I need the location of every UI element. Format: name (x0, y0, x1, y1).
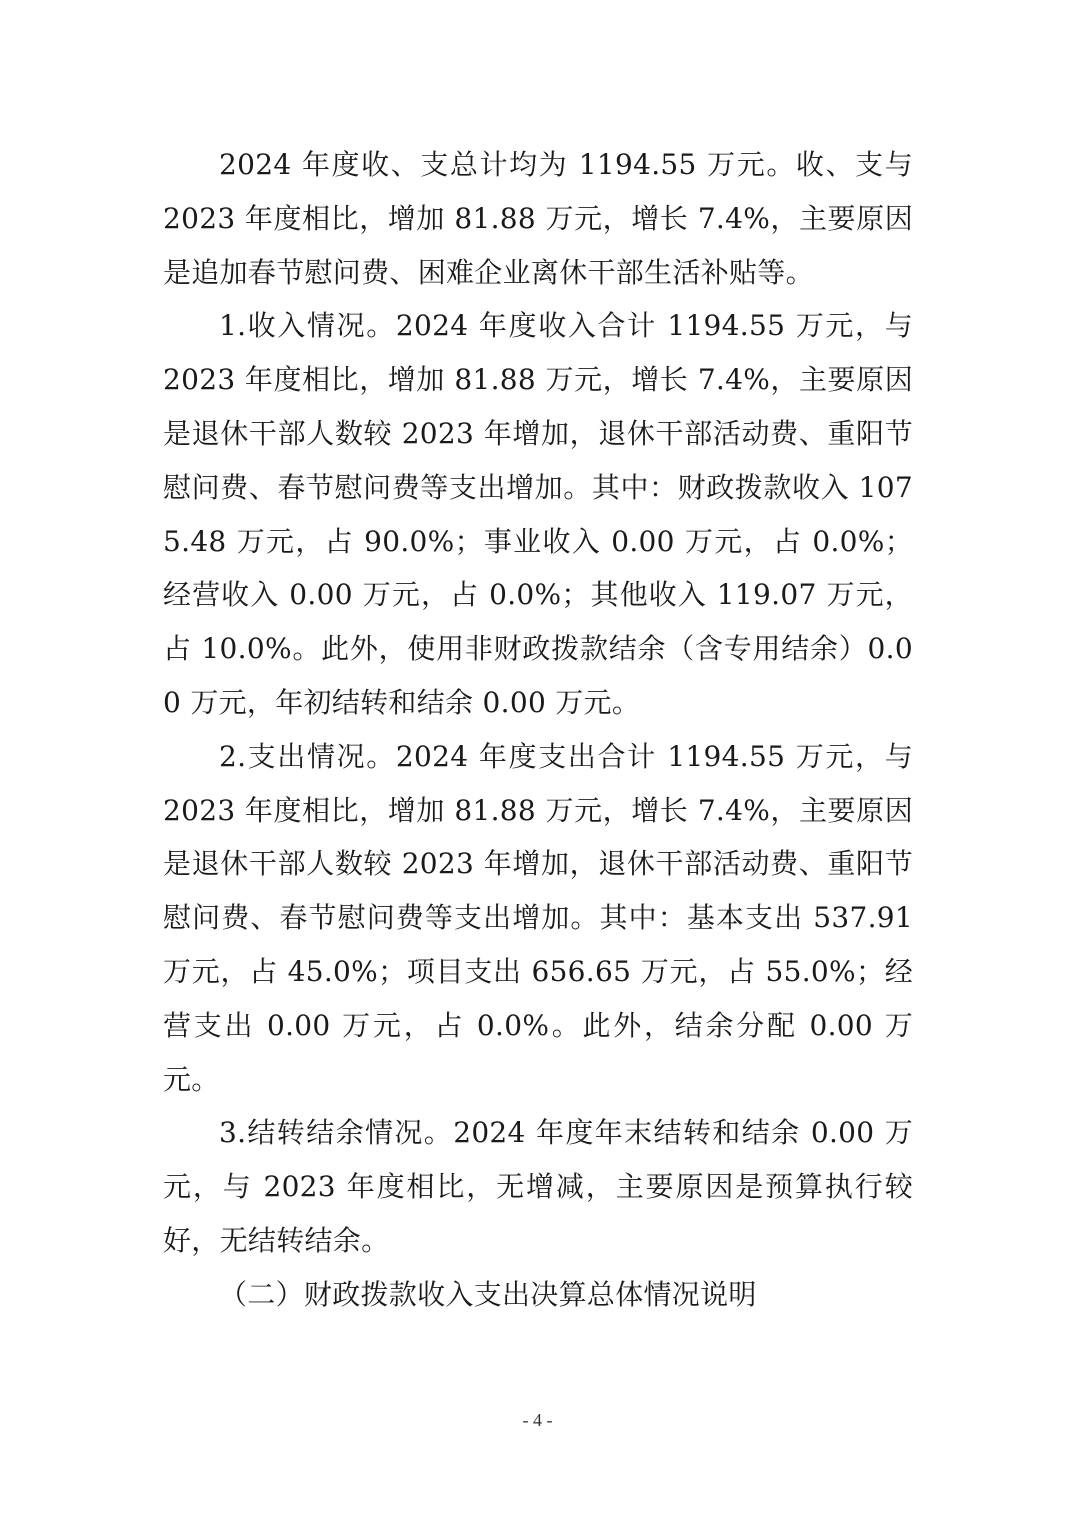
document-body (163, 138, 913, 1322)
paragraph-expenditure: 2.支出情况。2024 年度支出合计 1194.55 万元，与 2023 年度相比，增加 81.88 万元，增长 7.4%，主要原因是退休干部人数较 2023 年增加，退休干部活动费、重阳节慰问费、春节慰问费等支出增加。其中：基本支出 537.91 万元，占 45.0%；项目支出 656.65 万元，占 55.0%；经营支出 0.00 万元，占 0.0%。此外，结余分配 0.00 万元。 (163, 739, 913, 1096)
page-number: - 4 - (522, 1410, 553, 1430)
paragraph-summary: 2024 年度收、支总计均为 1194.55 万元。收、支与 2023 年度相比，增加 81.88 万元，增长 7.4%，主要原因是追加春节慰问费、困难企业离休干部生活补贴等。 (163, 148, 913, 289)
paragraph-income: 1.收入情况。2024 年度收入合计 1194.55 万元，与 2023 年度相比，增加 81.88 万元，增长 7.4%，主要原因是退休干部人数较 2023 年增加，退休干部活动费、重阳节慰问费、春节慰问费等支出增加。其中：财政拨款收入 1075.48 万元，占 90.0%；事业收入 0.00 万元，占 0.0%；经营收入 0.00 万元，占 0.0%；其他收入 119.07 万元，占 10.0%。此外，使用非财政拨款结余（含专用结余）0.00 万元，年初结转和结余 0.00 万元。 (163, 309, 913, 719)
section-heading: （二）财政拨款收入支出决算总体情况说明 (219, 1277, 757, 1311)
paragraph-carryover: 3.结转结余情况。2024 年度年末结转和结余 0.00 万元，与 2023 年度相比，无增减，主要原因是预算执行较好，无结转结余。 (163, 1116, 913, 1257)
